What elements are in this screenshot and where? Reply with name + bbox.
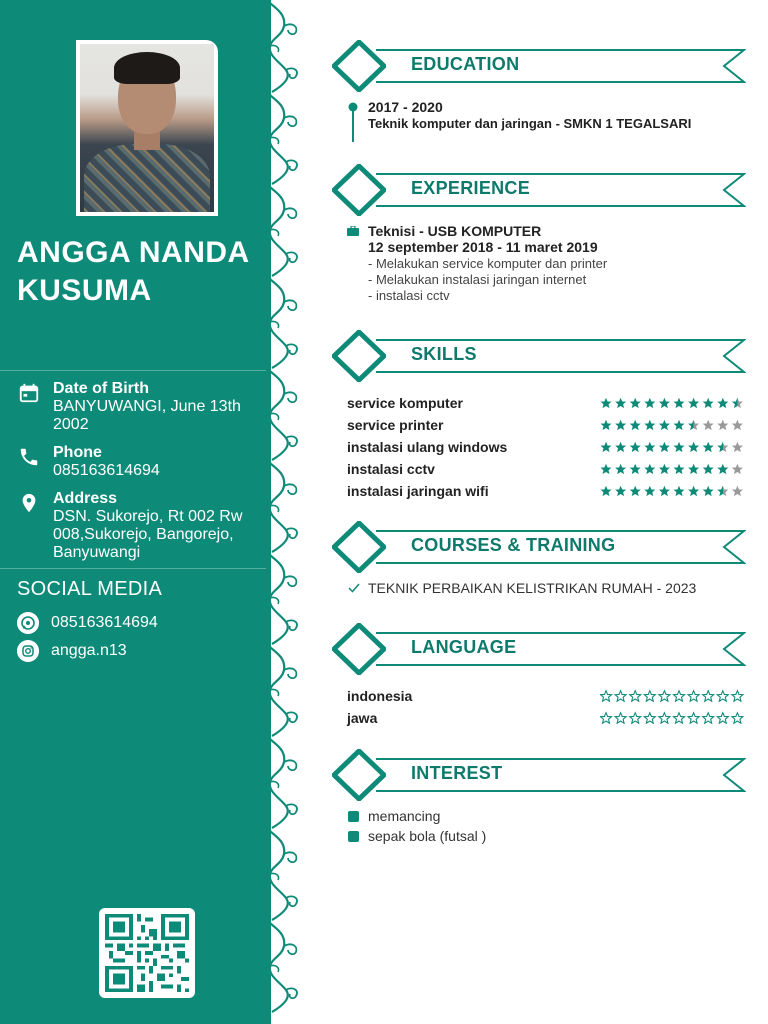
star-icon <box>732 442 743 452</box>
address-line-1: DSN. Sukorejo, Rt 002 Rw <box>53 508 243 525</box>
star-icon <box>615 486 626 496</box>
star-icon <box>688 691 699 701</box>
star-icon <box>659 713 670 723</box>
address-label: Address <box>53 490 118 507</box>
star-icon <box>644 398 655 408</box>
star-icon <box>630 398 641 408</box>
star-icon <box>600 420 611 430</box>
name-line-2: KUSUMA <box>17 274 152 307</box>
dob-block <box>18 380 258 434</box>
dob-label: Date of Birth <box>53 380 149 397</box>
language-name: jawa <box>347 710 378 726</box>
section-title: INTEREST <box>411 763 503 783</box>
section-title: EXPERIENCE <box>411 178 531 198</box>
star-icon <box>644 486 655 496</box>
section-title: LANGUAGE <box>411 637 517 657</box>
phone-label: Phone <box>53 444 102 461</box>
star-icon <box>732 691 743 701</box>
star-icon <box>659 464 670 474</box>
divider <box>0 370 270 371</box>
star-icon <box>703 713 714 723</box>
star-rating <box>600 418 746 432</box>
divider <box>0 568 270 569</box>
phone-value: 085163614694 <box>53 462 160 479</box>
star-icon <box>644 420 655 430</box>
section-experience-header <box>332 164 746 216</box>
star-icon <box>673 442 684 452</box>
star-icon <box>659 691 670 701</box>
star-icon <box>717 713 728 723</box>
star-icon <box>703 398 714 408</box>
interest-item: memancing <box>368 808 441 824</box>
section-interest-header <box>332 749 746 801</box>
star-icon <box>717 420 728 430</box>
checkbox-icon <box>348 831 359 842</box>
skill-row <box>347 439 747 455</box>
star-icon <box>703 420 714 430</box>
skill-row <box>347 395 747 411</box>
location-pin-icon <box>18 492 40 514</box>
star-icon <box>673 691 684 701</box>
star-rating <box>600 440 746 454</box>
star-icon <box>659 420 670 430</box>
skill-name: instalasi ulang windows <box>347 439 508 455</box>
diamond-icon <box>332 164 386 216</box>
briefcase-icon <box>347 226 359 236</box>
calendar-icon <box>18 382 40 404</box>
interest-item: sepak bola (futsal ) <box>368 828 487 844</box>
star-icon <box>717 398 728 408</box>
diamond-icon <box>332 330 386 382</box>
whatsapp-item[interactable] <box>17 614 158 632</box>
star-icon <box>659 442 670 452</box>
star-icon <box>630 713 641 723</box>
address-block <box>18 490 258 562</box>
star-icon <box>630 691 641 701</box>
instagram-icon <box>17 640 39 662</box>
instagram-handle: angga.n13 <box>51 642 127 659</box>
star-icon <box>659 486 670 496</box>
star-icon <box>732 398 743 408</box>
star-icon <box>600 486 611 496</box>
diamond-icon <box>332 521 386 573</box>
skill-name: instalasi cctv <box>347 461 435 477</box>
diamond-icon <box>332 623 386 675</box>
diamond-icon <box>332 749 386 801</box>
section-title: SKILLS <box>411 344 477 364</box>
experience-title: Teknisi - USB KOMPUTER <box>368 223 542 239</box>
star-rating <box>600 396 746 410</box>
star-icon <box>688 442 699 452</box>
star-icon <box>644 464 655 474</box>
star-icon <box>644 691 655 701</box>
star-icon <box>717 464 728 474</box>
diamond-icon <box>332 40 386 92</box>
star-icon <box>703 442 714 452</box>
section-language-header <box>332 623 746 675</box>
star-icon <box>615 713 626 723</box>
star-icon <box>600 464 611 474</box>
star-icon <box>703 464 714 474</box>
skill-name: service printer <box>347 417 444 433</box>
course-item: TEKNIK PERBAIKAN KELISTRIKAN RUMAH - 2023 <box>368 580 697 596</box>
whatsapp-icon <box>17 612 39 634</box>
star-icon <box>615 464 626 474</box>
star-rating <box>600 484 746 498</box>
experience-dates: 12 september 2018 - 11 maret 2019 <box>368 239 598 255</box>
social-media-title: SOCIAL MEDIA <box>17 578 163 600</box>
star-icon <box>644 442 655 452</box>
timeline-icon <box>348 102 358 142</box>
language-row <box>347 710 747 726</box>
skill-row <box>347 417 747 433</box>
dob-value-line-1: BANYUWANGI, June 13th <box>53 398 241 415</box>
language-row <box>347 688 747 704</box>
address-line-3: Banyuwangi <box>53 544 141 561</box>
section-skills-header <box>332 330 746 382</box>
profile-photo-frame <box>76 40 218 216</box>
star-icon <box>615 398 626 408</box>
star-icon <box>630 442 641 452</box>
name-line-1: ANGGA NANDA <box>17 236 250 269</box>
star-icon <box>688 464 699 474</box>
star-icon <box>703 691 714 701</box>
education-years: 2017 - 2020 <box>368 99 443 115</box>
star-icon <box>630 464 641 474</box>
star-icon <box>673 464 684 474</box>
star-icon <box>717 442 728 452</box>
star-icon <box>600 713 611 723</box>
checkbox-icon <box>348 811 359 822</box>
star-icon <box>732 713 743 723</box>
star-icon <box>717 691 728 701</box>
star-icon <box>688 420 699 430</box>
star-icon <box>688 486 699 496</box>
star-icon <box>673 398 684 408</box>
skill-row <box>347 461 747 477</box>
profile-name <box>17 234 267 310</box>
star-rating <box>600 711 746 725</box>
sidebar <box>0 0 270 1024</box>
education-detail: Teknik komputer dan jaringan - SMKN 1 TEGALSARI <box>368 116 692 131</box>
whatsapp-number: 085163614694 <box>51 614 158 631</box>
star-icon <box>644 713 655 723</box>
star-icon <box>600 442 611 452</box>
star-icon <box>630 486 641 496</box>
star-icon <box>630 420 641 430</box>
ornament-border <box>266 0 302 1024</box>
skill-name: instalasi jaringan wifi <box>347 483 489 499</box>
checkmark-icon <box>348 583 360 593</box>
star-icon <box>688 713 699 723</box>
star-icon <box>615 442 626 452</box>
star-icon <box>615 691 626 701</box>
star-icon <box>600 398 611 408</box>
star-icon <box>703 486 714 496</box>
star-icon <box>732 464 743 474</box>
experience-duty: - Melakukan instalasi jaringan internet <box>368 272 587 287</box>
section-education-header <box>332 40 746 92</box>
skill-name: service komputer <box>347 395 463 411</box>
section-courses-header <box>332 521 746 573</box>
star-icon <box>732 420 743 430</box>
qr-code <box>99 908 195 998</box>
phone-icon <box>18 446 40 468</box>
instagram-item[interactable] <box>17 642 127 660</box>
star-rating <box>600 462 746 476</box>
star-icon <box>673 486 684 496</box>
star-icon <box>673 713 684 723</box>
star-icon <box>600 691 611 701</box>
phone-block <box>18 444 258 480</box>
section-title: EDUCATION <box>411 54 520 74</box>
profile-photo <box>80 44 214 212</box>
star-icon <box>673 420 684 430</box>
star-rating <box>600 689 746 703</box>
star-icon <box>717 486 728 496</box>
star-icon <box>732 486 743 496</box>
address-line-2: 008,Sukorejo, Bangorejo, <box>53 526 234 543</box>
skill-row <box>347 483 747 499</box>
star-icon <box>615 420 626 430</box>
experience-duty: - Melakukan service komputer dan printer <box>368 256 608 271</box>
section-title: COURSES & TRAINING <box>411 535 616 555</box>
dob-value-line-2: 2002 <box>53 416 89 433</box>
experience-duty: - instalasi cctv <box>368 288 450 303</box>
star-icon <box>659 398 670 408</box>
language-name: indonesia <box>347 688 413 704</box>
star-icon <box>688 398 699 408</box>
